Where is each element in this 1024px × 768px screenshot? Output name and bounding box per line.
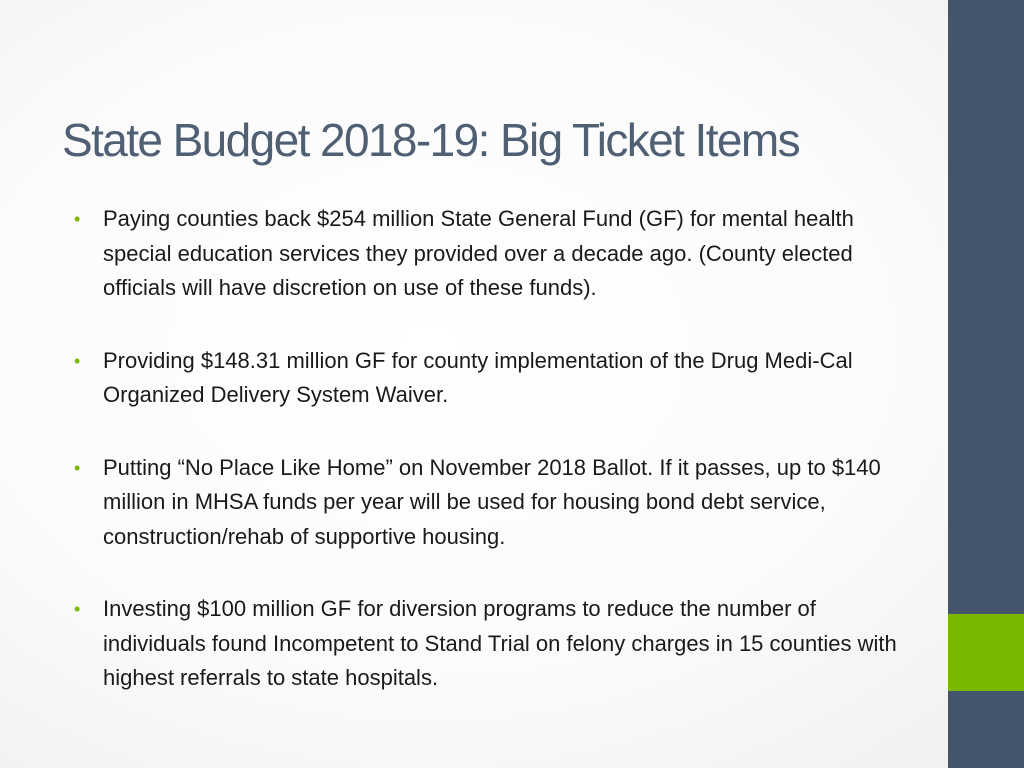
bullet-icon: • xyxy=(74,350,81,371)
bullet-text: Paying counties back $254 million State General Fund (GF) for mental health special education services they provided over a decade ago. (County elected officials will have discretion on use of these funds). xyxy=(103,206,854,300)
bullet-item xyxy=(72,344,912,413)
sidebar-accent-block xyxy=(948,614,1024,691)
slide-title: State Budget 2018-19: Big Ticket Items xyxy=(62,114,799,166)
bullet-icon: • xyxy=(74,209,81,229)
bullet-item xyxy=(72,592,912,696)
bullet-icon: • xyxy=(74,599,81,619)
bullet-text: Investing $100 million GF for diversion programs to reduce the number of individuals found Incompetent to Stand Trial on felony charges in 15 counties with highest referrals to state hospitals. xyxy=(103,596,897,690)
bullet-list xyxy=(72,202,912,734)
bullet-item xyxy=(72,202,912,306)
bullet-text: Putting “No Place Like Home” on November 2018 Ballot. If it passes, up to $140 million in MHSA funds per year will be used for housing bond debt service, construction/rehab of supportive housing. xyxy=(103,454,881,549)
bullet-text: Providing $148.31 million GF for county implementation of the Drug Medi-Cal Organized Delivery System Waiver. xyxy=(103,347,853,407)
bullet-item xyxy=(72,451,912,555)
bullet-icon: • xyxy=(74,457,81,478)
